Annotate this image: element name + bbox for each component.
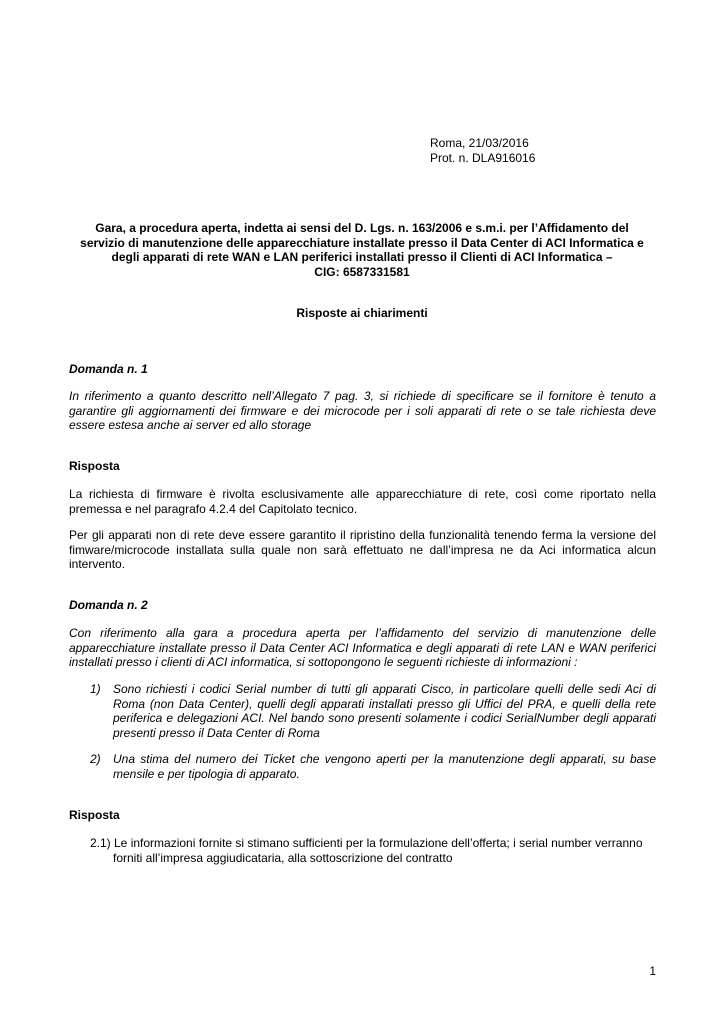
question-2-intro: Con riferimento alla gara a procedura aperta per l’affidamento del servizio di manutenzione delle apparecchiature installate presso il Data Center ACI Informatica e degli apparati di rete LAN e WAN periferici installati presso i clienti di ACI informatica, si sottopongono le seguenti richieste di informazioni : [69, 626, 656, 669]
answer-2-text: 2.1) Le informazioni fornite si stimano sufficienti per la formulazione dell’offerta; i serial number verranno forniti all’impresa aggiudicataria, alla sottoscrizione del contratto [90, 836, 643, 865]
document-title [66, 221, 658, 279]
title-line-3: degli apparati di rete WAN e LAN periferici installati presso il Clienti di ACI Informatica – [111, 250, 613, 264]
answer-1-paragraph-2: Per gli apparati non di rete deve essere garantito il ripristino della funzionalità tenendo ferma la versione del fimware/microcode installata sulla quale non sarà effettuato ne dall’impresa ne da Aci informatica alcun intervento. [69, 528, 656, 571]
list-number: 2) [90, 752, 101, 766]
page-number: 1 [649, 964, 656, 978]
answer-1-heading: Risposta [69, 459, 120, 473]
question-2-heading: Domanda n. 2 [69, 598, 148, 612]
document-subtitle: Risposte ai chiarimenti [296, 306, 428, 320]
date-line: Roma, 21/03/2016 [430, 136, 529, 150]
list-item-text: Una stima del numero dei Ticket che vengono aperti per la manutenzione degli apparati, su base mensile e per tipologia di apparato. [113, 752, 656, 781]
list-item-text: Sono richiesti i codici Serial number di tutti gli apparati Cisco, in particolare quelli delle sedi Aci di Roma (non Data Center), quelli degli apparati installati presso gli Uffici del PRA, e quelli della rete periferica e delegazioni ACI. Nel bando sono presenti solamente i codici SerialNumber degli apparati presenti presso il Data Center di Roma [113, 682, 656, 740]
answer-2-heading: Risposta [69, 808, 120, 822]
list-number: 1) [90, 682, 101, 696]
title-line-2: servizio di manutenzione delle apparecchiature installate presso il Data Center di ACI Informatica e [80, 235, 644, 250]
letter-header [430, 136, 690, 165]
question-2-item-2 [90, 752, 656, 781]
answer-1-paragraph-1: La richiesta di firmware è rivolta esclusivamente alle apparecchiature di rete, così come riportato nella premessa e nel paragrafo 4.2.4 del Capitolato tecnico. [69, 487, 656, 516]
question-1-text: In riferimento a quanto descritto nell’Allegato 7 pag. 3, si richiede di specificare se il fornitore è tenuto a garantire gli aggiornamenti dei firmware e dei microcode per i soli apparati di rete o se tale richiesta deve essere estesa anche ai server ed allo storage [69, 389, 656, 432]
question-2-item-1 [90, 682, 656, 740]
answer-2-item [90, 836, 656, 865]
title-line-4: CIG: 6587331581 [314, 264, 410, 279]
title-line-1: Gara, a procedura aperta, indetta ai sensi del D. Lgs. n. 163/2006 e s.m.i. per l’Affidamento del [95, 221, 629, 235]
protocol-number: Prot. n. DLA916016 [430, 150, 536, 165]
question-1-heading: Domanda n. 1 [69, 362, 148, 376]
